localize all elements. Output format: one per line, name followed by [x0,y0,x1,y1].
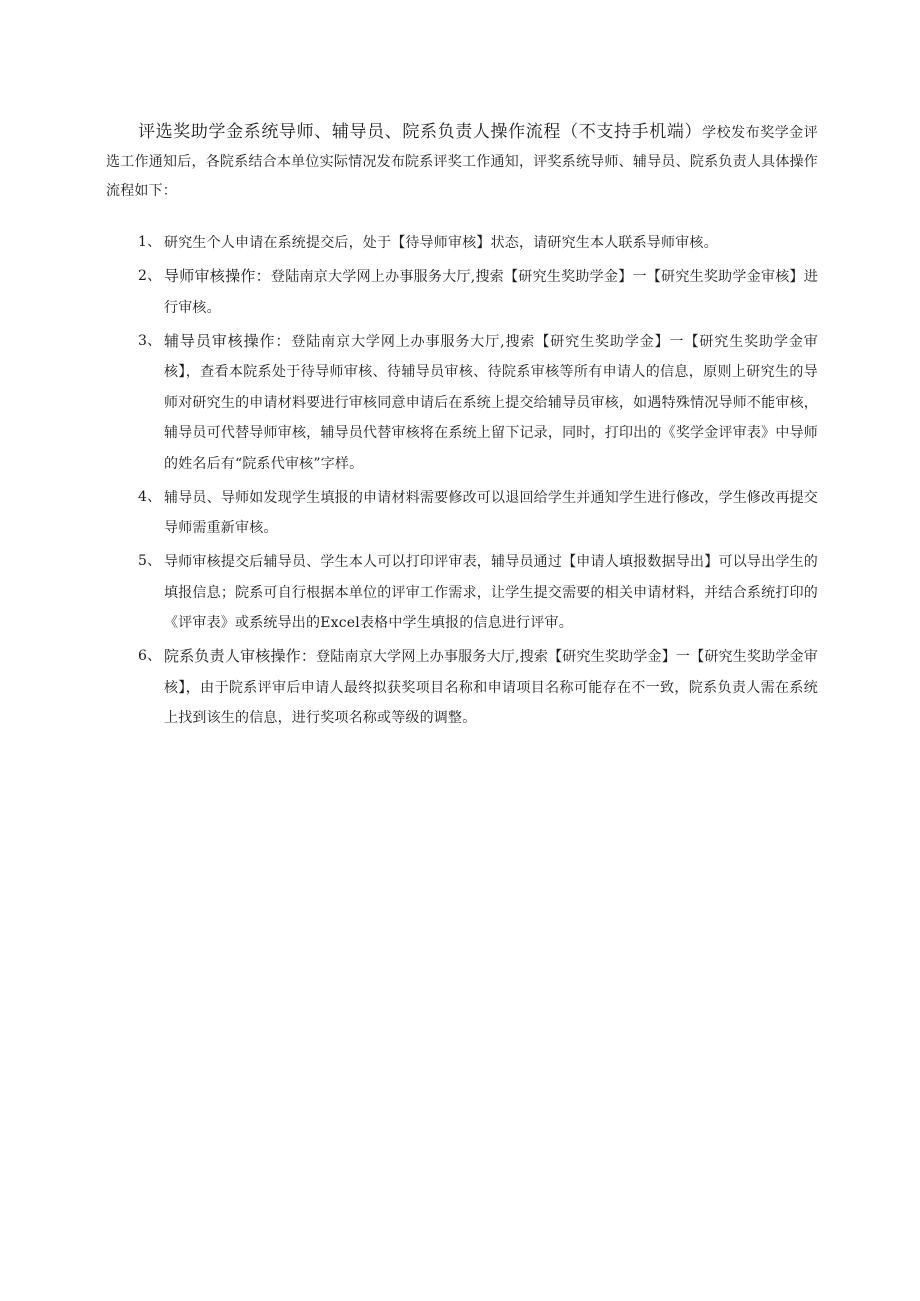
document-title: 评选奖助学金系统导师、辅导员、院系负责人操作流程（不支持手机端） [138,122,703,142]
step-number: 1、 [138,234,162,250]
step-number: 5、 [138,553,162,569]
intro-text: 学校发布奖学金评选工作通知后，各院系结合本单位实际情况发布院系评奖工作通知，评奖系统导师、辅导员、院系负责人具体操作流程如下： [106,125,818,199]
step-1 [138,227,818,259]
procedure-steps [138,227,818,736]
step-text: 登陆南京大学网上办事服务大厅,搜索【研究生奖助学金】一【研究生奖助学金审核】进行审核。 [164,269,818,316]
step-text: 登陆南京大学网上办事服务大厅,搜索【研究生奖助学金】一【研究生奖助学金审核】，查看本院系处于待导师审核、待辅导员审核、待院系审核等所有申请人的信息，原则上研究生的导师对研究生的申请材料要进行审核同意申请后在系统上提交给辅导员审核，如遇特殊情况导师不能审核，辅导员可代替导师审核，辅导员代替审核将在系统上留下记录，同时，打印出的《奖学金评审表》中导师的姓名后有“院系代审核”字样。 [164,333,818,472]
step-text: 导师审核提交后辅导员、学生本人可以打印评审表，辅导员通过【申请人填报数据导出】可以导出学生的填报信息；院系可自行根据本单位的评审工作需求，让学生提交需要的相关申请材料，并结合系统打印的《评审表》或系统导出的Excel表格中学生填报的信息进行评审。 [164,554,818,631]
step-3 [138,326,818,480]
step-lead: 辅导员审核操作： [164,331,292,350]
step-6 [138,641,818,734]
step-number: 4、 [138,488,162,505]
step-number: 6、 [138,648,162,664]
step-4 [138,482,818,544]
step-text: 研究生个人申请在系统提交后，处于【待导师审核】状态，请研究生本人联系导师审核。 [164,235,718,251]
step-lead: 院系负责人审核操作： [164,647,317,665]
step-lead: 导师审核操作： [164,267,271,285]
step-number: 3、 [138,332,162,349]
intro-paragraph [106,118,818,206]
step-2 [138,261,818,323]
step-text: 辅导员、导师如发现学生填报的申请材料需要修改可以退回给学生并通知学生进行修改，学生修改再提交导师需重新审核。 [164,489,818,536]
step-5 [138,546,818,639]
step-text: 登陆南京大学网上办事服务大厅,搜索【研究生奖助学金】一【研究生奖助学金审核】，由于院系评审后申请人最终拟获奖项目名称和申请项目名称可能存在不一致，院系负责人需在系统上找到该生的信息，进行奖项名称或等级的调整。 [164,649,818,726]
step-number: 2、 [138,268,162,284]
